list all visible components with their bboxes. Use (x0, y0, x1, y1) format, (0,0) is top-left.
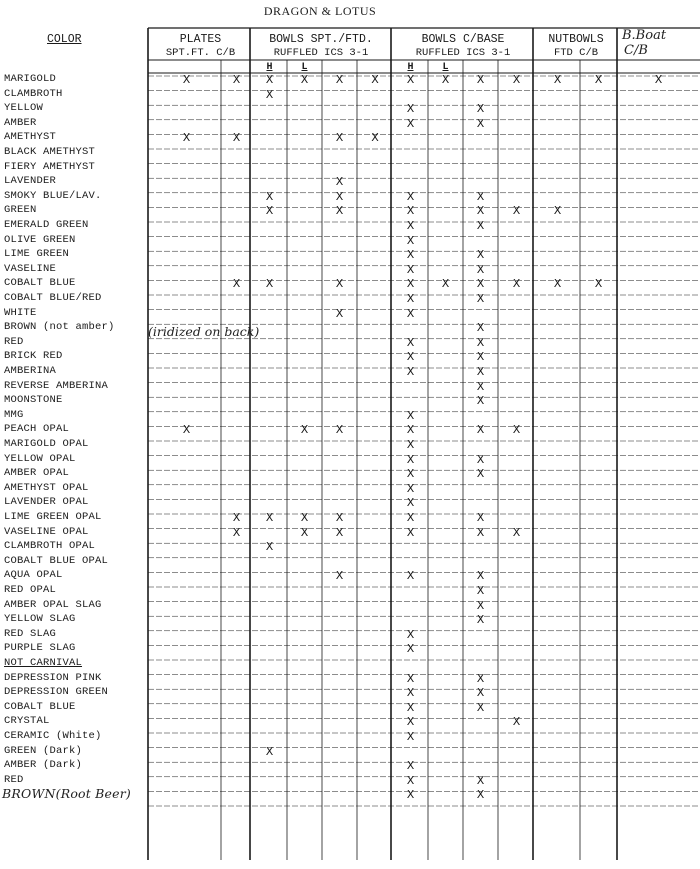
mark-x: X (512, 277, 521, 291)
mark-x: X (265, 73, 274, 86)
row-label: BRICK RED (4, 350, 63, 363)
mark-x: X (232, 511, 241, 524)
row-label: RED OPAL (4, 584, 57, 596)
row-label: MOONSTONE (4, 394, 63, 407)
mark-x: X (594, 277, 603, 291)
mark-x: X (476, 569, 485, 583)
mark-x: X (476, 262, 485, 276)
mark-x: X (335, 511, 344, 524)
mark-x: X (406, 277, 415, 291)
mark-x: X (406, 292, 415, 305)
row-label: NOT CARNIVAL (4, 657, 83, 669)
mark-x: X (406, 759, 415, 773)
mark-x: X (406, 569, 415, 583)
row-label: AMETHYST (4, 131, 57, 144)
mark-x: X (476, 204, 485, 218)
row-label: CERAMIC (White) (4, 730, 102, 742)
row-label: MMG (4, 408, 24, 421)
row-label: DEPRESSION PINK (4, 671, 102, 684)
mark-x: X (265, 204, 274, 218)
mark-x: X (265, 189, 274, 203)
row-label: VASELINE OPAL (4, 525, 89, 538)
mark-x: X (406, 423, 415, 437)
mark-x: X (476, 452, 485, 466)
mark-x: X (406, 686, 415, 700)
row-label: LIME GREEN OPAL (4, 511, 102, 523)
mark-x: X (441, 73, 450, 86)
row-label: PURPLE SLAG (4, 642, 76, 655)
group-header-bowls-spt-ftd: BOWLS SPT./FTD. (269, 33, 373, 46)
row-label: YELLOW (4, 102, 44, 115)
mark-x: X (232, 73, 241, 86)
row-label: BROWN (not amber) (4, 321, 115, 334)
mark-x: X (512, 525, 521, 539)
iridized-note: (iridized on back) (148, 324, 260, 339)
mark-x: X (371, 73, 379, 86)
mark-x: X (406, 102, 415, 116)
row-label: DEPRESSION GREEN (4, 686, 109, 699)
mark-x: X (406, 481, 415, 495)
group-subheader-bowls-cbase: RUFFLED ICS 3-1 (415, 47, 511, 59)
mark-x: X (406, 365, 415, 378)
mark-x: X (232, 131, 241, 145)
row-label: COBALT BLUE (4, 277, 76, 290)
row-label: GREEN (4, 204, 37, 217)
mark-x: X (476, 671, 485, 685)
row-label: LIME GREEN (4, 248, 70, 261)
row-label: AMETHYST OPAL (4, 481, 89, 494)
sub-mark-l-1: L (301, 62, 308, 73)
mark-x: X (406, 496, 415, 510)
mark-x: X (406, 116, 415, 130)
mark-x: X (300, 525, 309, 539)
mark-x: X (335, 73, 344, 86)
mark-x: X (265, 744, 274, 758)
mark-x: X (265, 511, 274, 524)
row-label: AMBER OPAL SLAG (4, 598, 102, 611)
row-label: CLAMBROTH OPAL (4, 540, 96, 553)
mark-x: X (265, 87, 274, 101)
mark-x: X (406, 73, 415, 86)
row-label: AMBER OPAL (4, 467, 70, 480)
mark-x: X (476, 219, 485, 232)
mark-x: X (335, 204, 344, 218)
boat-subheader: C/B (624, 43, 648, 58)
mark-x: X (335, 569, 344, 583)
mark-x: X (476, 788, 485, 802)
mark-x: X (406, 467, 415, 481)
mark-x: X (476, 73, 485, 86)
sub-mark-h-2: H (407, 62, 414, 73)
mark-x: X (553, 204, 562, 218)
mark-x: X (406, 350, 415, 364)
group-subheader-plates: SPT.FT. C/B (165, 47, 236, 59)
boat-header: B.Boat (622, 28, 667, 43)
mark-x: X (265, 277, 274, 291)
row-label: CLAMBROTH (4, 87, 63, 100)
color-column-header: COLOR (47, 33, 82, 46)
row-label: COBALT BLUE (4, 700, 76, 713)
row-label: AMBER (4, 116, 37, 129)
row-label: MARIGOLD OPAL (4, 438, 89, 450)
mark-x: X (476, 394, 485, 408)
mark-x: X (182, 73, 191, 86)
mark-x: X (406, 248, 415, 262)
mark-x: X (476, 321, 485, 335)
row-label: LAVENDER (4, 175, 57, 188)
mark-x: X (406, 715, 415, 729)
mark-x: X (335, 189, 344, 203)
mark-x: X (476, 598, 485, 612)
row-label: WHITE (4, 306, 37, 319)
mark-x: X (476, 292, 485, 305)
mark-x: X (512, 715, 521, 729)
mark-x: X (406, 700, 415, 714)
mark-x: X (406, 189, 415, 203)
mark-x: X (406, 438, 415, 451)
row-label: OLIVE GREEN (4, 233, 76, 246)
row-label: COBALT BLUE OPAL (4, 554, 109, 567)
mark-x: X (406, 219, 415, 232)
mark-x: X (335, 277, 344, 291)
mark-x: X (476, 423, 485, 437)
document-title: DRAGON & LOTUS (263, 4, 377, 18)
mark-x: X (182, 423, 191, 437)
row-label: AMBERINA (4, 365, 57, 377)
mark-x: X (406, 773, 415, 787)
mark-x: X (476, 467, 485, 481)
mark-x: X (406, 262, 415, 276)
row-label: RED (4, 335, 24, 348)
sub-mark-h-0: H (266, 62, 273, 73)
row-label: AQUA OPAL (4, 569, 63, 582)
group-header-plates: PLATES (179, 33, 222, 46)
mark-x: X (512, 423, 521, 437)
mark-x: X (476, 365, 485, 378)
mark-x: X (476, 584, 485, 597)
mark-x: X (654, 73, 663, 86)
mark-x: X (335, 131, 344, 145)
mark-x: X (300, 511, 309, 524)
mark-x: X (406, 452, 415, 466)
mark-x: X (232, 277, 241, 291)
mark-x: X (476, 613, 485, 627)
mark-x: X (512, 204, 521, 218)
mark-x: X (335, 306, 344, 320)
mark-x: X (476, 700, 485, 714)
mark-x: X (182, 131, 191, 145)
mark-x: X (406, 671, 415, 685)
mark-x: X (406, 642, 415, 656)
row-label: YELLOW OPAL (4, 452, 76, 465)
mark-x: X (406, 306, 415, 320)
mark-x: X (300, 73, 309, 86)
mark-x: X (476, 102, 485, 116)
row-label: COBALT BLUE/RED (4, 292, 102, 304)
row-label: BLACK AMETHYST (4, 146, 96, 158)
mark-x: X (594, 73, 603, 86)
row-label: CRYSTAL (4, 715, 50, 728)
mark-x: X (476, 116, 485, 130)
mark-x: X (441, 277, 450, 291)
mark-x: X (265, 540, 274, 554)
mark-x: X (476, 350, 485, 364)
group-subheader-nutbowls: FTD C/B (553, 47, 599, 59)
mark-x: X (476, 379, 485, 393)
mark-x: X (406, 233, 415, 247)
mark-x: X (406, 525, 415, 539)
mark-x: X (476, 686, 485, 700)
row-label: AMBER (Dark) (4, 759, 83, 772)
mark-x: X (512, 73, 521, 86)
row-label: FIERY AMETHYST (4, 160, 96, 173)
row-label: YELLOW SLAG (4, 613, 76, 626)
group-header-nutbowls: NUTBOWLS (548, 33, 604, 46)
mark-x: X (476, 277, 485, 291)
group-header-bowls-cbase: BOWLS C/BASE (421, 33, 505, 46)
row-label: VASELINE (4, 262, 57, 275)
row-label: RED (4, 773, 24, 786)
row-label: BROWN(Root Beer) (2, 786, 131, 802)
row-label: GREEN (Dark) (4, 744, 83, 757)
mark-x: X (476, 189, 485, 203)
mark-x: X (553, 277, 562, 291)
mark-x: X (406, 204, 415, 218)
mark-x: X (300, 423, 309, 437)
mark-x: X (406, 730, 415, 743)
mark-x: X (406, 788, 415, 802)
mark-x: X (406, 627, 415, 641)
sub-mark-l-3: L (442, 62, 449, 73)
row-label: EMERALD GREEN (4, 219, 89, 231)
mark-x: X (232, 525, 241, 539)
mark-x: X (371, 131, 379, 145)
row-label: SMOKY BLUE/LAV. (4, 189, 102, 202)
row-label: RED SLAG (4, 627, 57, 640)
mark-x: X (335, 175, 344, 189)
row-label: LAVENDER OPAL (4, 496, 89, 509)
row-label: REVERSE AMBERINA (4, 379, 109, 392)
mark-x: X (476, 335, 485, 349)
mark-x: X (335, 423, 344, 437)
group-subheader-bowls-spt-ftd: RUFFLED ICS 3-1 (273, 47, 369, 59)
mark-x: X (476, 511, 485, 524)
row-label: MARIGOLD (4, 73, 57, 85)
mark-x: X (476, 773, 485, 787)
mark-x: X (335, 525, 344, 539)
mark-x: X (476, 248, 485, 262)
mark-x: X (406, 335, 415, 349)
mark-x: X (406, 408, 415, 422)
row-label: PEACH OPAL (4, 423, 70, 436)
mark-x: X (406, 511, 415, 524)
mark-x: X (553, 73, 562, 86)
mark-x: X (476, 525, 485, 539)
